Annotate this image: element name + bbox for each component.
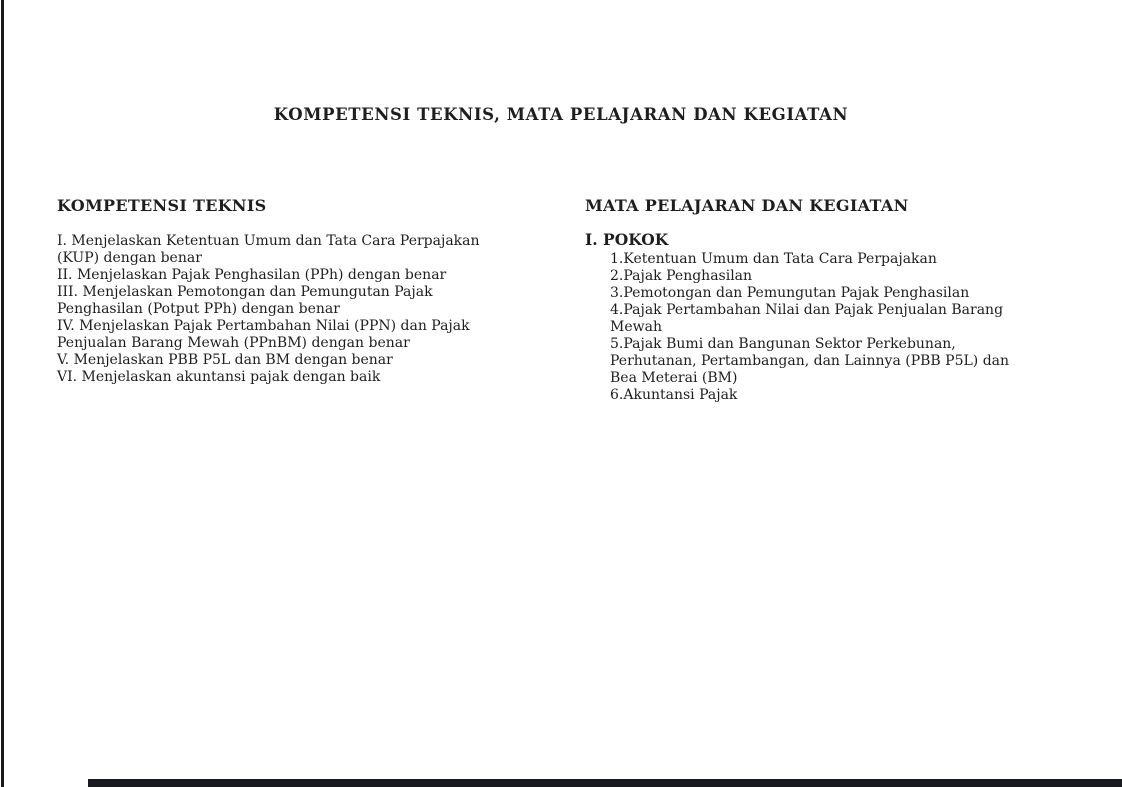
- text-line: 5.Pajak Bumi dan Bangunan Sektor Perkebunan,: [610, 336, 956, 352]
- text-line: IV. Menjelaskan Pajak Pertambahan Nilai (PPN) dan Pajak: [57, 318, 470, 334]
- kompetensi-teknis-heading: KOMPETENSI TEKNIS: [57, 196, 267, 215]
- text-line: II. Menjelaskan Pajak Penghasilan (PPh) dengan benar: [57, 267, 447, 283]
- text-line: 6.Akuntansi Pajak: [610, 387, 738, 403]
- text-line: Perhutanan, Pertambangan, dan Lainnya (PBB P5L) dan: [610, 353, 1010, 369]
- kompetensi-teknis-section: [57, 196, 537, 386]
- kompetensi-teknis-body: [57, 233, 537, 386]
- text-line: Mewah: [610, 319, 662, 335]
- mata-pelajaran-heading: MATA PELAJARAN DAN KEGIATAN: [585, 196, 909, 215]
- document-title: KOMPETENSI TEKNIS, MATA PELAJARAN DAN KEGIATAN: [273, 105, 849, 124]
- scan-artifact-bottom-edge: [88, 779, 1122, 787]
- text-line: VI. Menjelaskan akuntansi pajak dengan baik: [57, 369, 381, 385]
- text-line: 2.Pajak Penghasilan: [610, 268, 753, 284]
- text-line: III. Menjelaskan Pemotongan dan Pemungutan Pajak: [57, 284, 433, 300]
- pokok-list: [610, 251, 1065, 404]
- text-line: 3.Pemotongan dan Pemungutan Pajak Penghasilan: [610, 285, 970, 301]
- text-line: 4.Pajak Pertambahan Nilai dan Pajak Penjualan Barang: [610, 302, 1004, 318]
- mata-pelajaran-section: [585, 196, 1065, 404]
- text-line: Penjualan Barang Mewah (PPnBM) dengan benar: [57, 335, 410, 351]
- text-line: V. Menjelaskan PBB P5L dan BM dengan benar: [57, 352, 393, 368]
- text-line: Bea Meterai (BM): [610, 370, 738, 386]
- text-line: Penghasilan (Potput PPh) dengan benar: [57, 301, 340, 317]
- text-line: 1.Ketentuan Umum dan Tata Cara Perpajakan: [610, 251, 937, 267]
- pokok-subheading: I. POKOK: [585, 230, 669, 249]
- text-line: (KUP) dengan benar: [57, 250, 202, 266]
- text-line: I. Menjelaskan Ketentuan Umum dan Tata Cara Perpajakan: [57, 233, 480, 249]
